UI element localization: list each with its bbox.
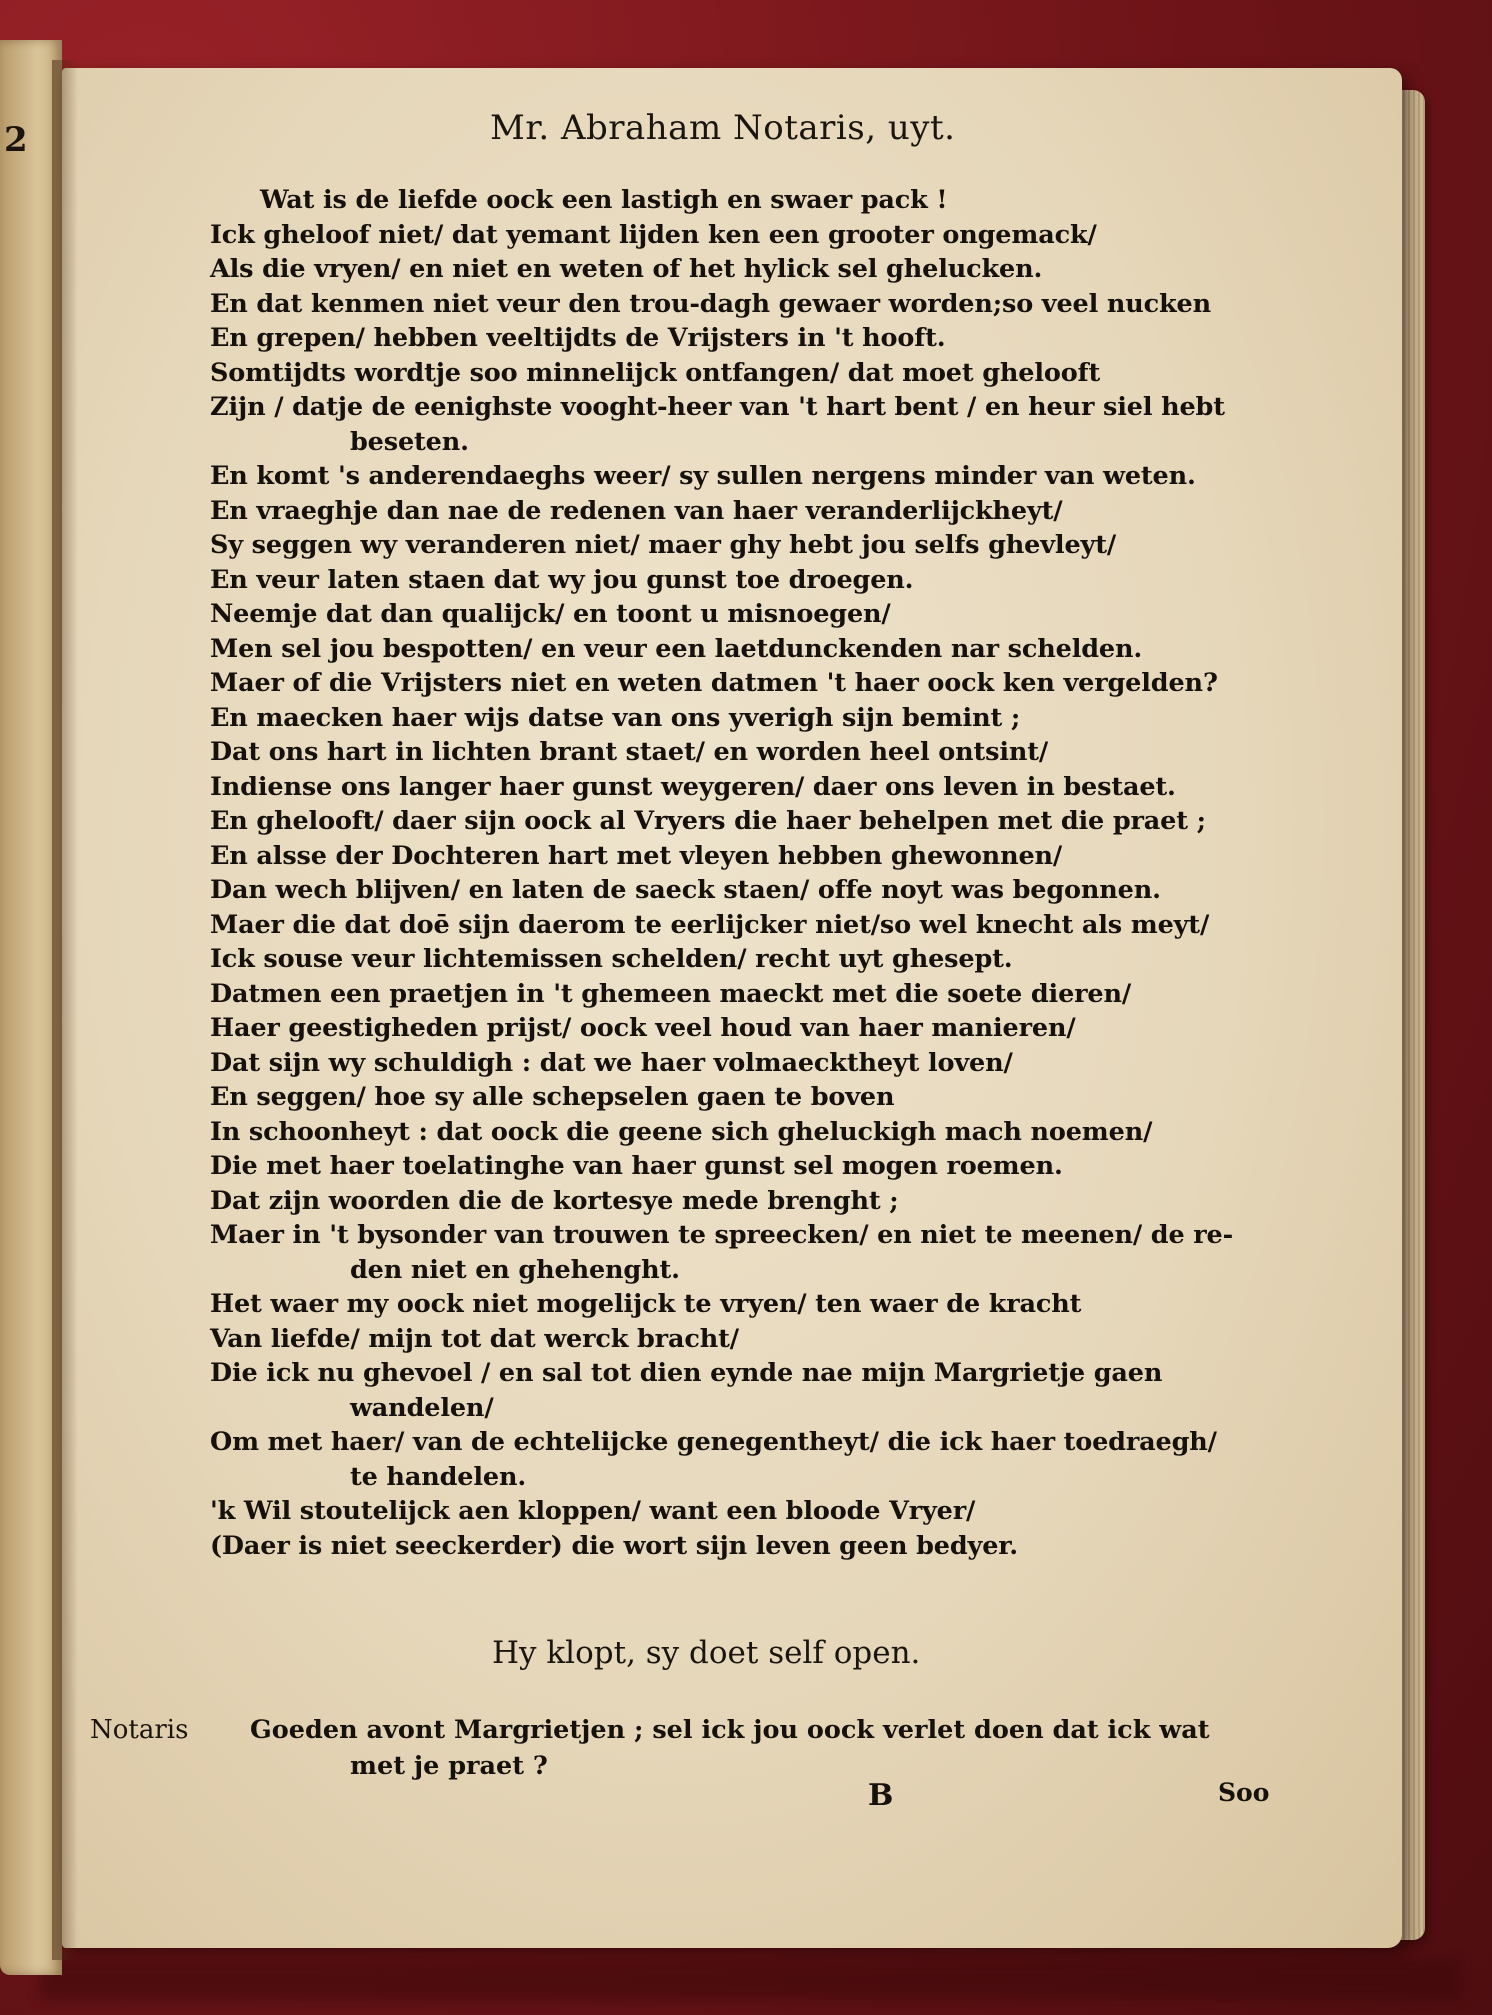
verse-block [210,183,1300,1563]
speech-line: met je praet ? [350,1751,548,1781]
verse-line: beseten. [350,426,469,457]
verse-line: den niet en ghehenght. [350,1254,680,1285]
verse-line: Datmen een praetjen in 't ghemeen maeckt met die soete dieren/ [210,978,1132,1009]
verse-line: En maecken haer wijs datse van ons yverigh sijn bemint ; [210,702,1021,733]
verse-line: Dan wech blijven/ en laten de saeck staen/ offe noyt was begonnen. [210,875,1161,905]
verse-line: Men sel jou bespotten/ en veur een laetdunckenden nar schelden. [210,633,1143,664]
verse-line: Maer die dat doē sijn daerom te eerlijcker niet/so wel knecht als meyt/ [210,909,1210,940]
verse-line: Ick souse veur lichtemissen schelden/ recht uyt ghesept. [210,944,1013,974]
left-page-glyph: 2 [4,120,28,160]
verse-line: En seggen/ hoe sy alle schepselen gaen te boven [210,1082,895,1112]
catchword: Soo [1218,1778,1270,1807]
verse-line: En ghelooft/ daer sijn oock al Vryers die haer behelpen met die praet ; [210,806,1206,836]
verse-line: In schoonheyt : dat oock die geene sich gheluckigh mach noemen/ [210,1116,1153,1147]
speaker-name: Notaris [90,1715,189,1745]
verse-line: Dat sijn wy schuldigh : dat we haer volmaecktheyt loven/ [210,1047,1013,1078]
verse-line: (Daer is niet seeckerder) die wort sijn leven geen bedyer. [210,1530,1018,1561]
verse-line: Die met haer toelatinghe van haer gunst sel mogen roemen. [210,1151,1063,1181]
verse-line: Maer in 't bysonder van trouwen te spreecken/ en niet te meenen/ de re- [210,1220,1234,1250]
verse-line: En veur laten staen dat wy jou gunst toe droegen. [210,564,914,595]
verse-line: Neemje dat dan qualijck/ en toont u misnoegen/ [210,599,891,629]
book-gutter-shadow [52,60,78,1960]
verse-line: En alsse der Dochteren hart met vleyen hebben ghewonnen/ [210,840,1063,871]
verse-line: En vraeghje dan nae de redenen van haer veranderlijckheyt/ [210,495,1063,526]
verse-line: Van liefde/ mijn tot dat werck bracht/ [210,1323,739,1354]
verse-line: Sy seggen wy veranderen niet/ maer ghy hebt jou selfs ghevleyt/ [210,530,1116,560]
verse-line: Het waer my oock niet mogelijck te vryen/ ten waer de kracht [210,1289,1082,1319]
page-shadow [40,1960,1460,2000]
stage-direction: Hy klopt, sy doet self open. [492,1635,921,1671]
verse-line: 'k Wil stoutelijck aen kloppen/ want een bloode Vryer/ [210,1496,976,1526]
verse-line: Die ick nu ghevoel / en sal tot dien eynde nae mijn Margrietje gaen [210,1358,1163,1388]
verse-line: En komt 's anderendaeghs weer/ sy sullen nergens minder van weten. [210,461,1196,491]
verse-line: Maer of die Vrijsters niet en weten datmen 't haer oock ken vergelden? [210,668,1218,698]
verse-line: Dat ons hart in lichten brant staet/ en worden heel ontsint/ [210,737,1049,767]
verse-line: En dat kenmen niet veur den trou-dagh gewaer worden;so veel nucken [210,288,1212,319]
verse-line: Als die vryen/ en niet en weten of het hylick sel ghelucken. [210,254,1043,284]
verse-line: Wat is de liefde oock een lastigh en swaer pack ! [260,185,948,215]
verse-line: te handelen. [350,1461,527,1492]
signature-mark: B [868,1778,894,1813]
verse-line: Haer geestigheden prijst/ oock veel houd van haer manieren/ [210,1013,1076,1043]
verse-line: Somtijdts wordtje soo minnelijck ontfangen/ dat moet ghelooft [210,357,1101,388]
verse-line: Ick gheloof niet/ dat yemant lijden ken een grooter ongemack/ [210,219,1097,250]
verse-line: Om met haer/ van de echtelijcke genegentheyt/ die ick haer toedraegh/ [210,1427,1217,1457]
speech-block [250,1712,1210,1784]
verse-line: Zijn / datje de eenighste vooght-heer van 't hart bent / en heur siel hebt [210,392,1225,422]
verse-line: Indiense ons langer haer gunst weygeren/ daer ons leven in bestaet. [210,771,1176,802]
verse-line: Dat zijn woorden die de kortesye mede brenght ; [210,1185,899,1216]
verse-line: En grepen/ hebben veeltijdts de Vrijsters in 't hooft. [210,323,946,353]
running-head: Mr. Abraham Notaris, uyt. [490,108,956,148]
verse-line: wandelen/ [350,1392,494,1423]
speech-line: Goeden avont Margrietjen ; sel ick jou oock verlet doen dat ick wat [250,1715,1210,1745]
